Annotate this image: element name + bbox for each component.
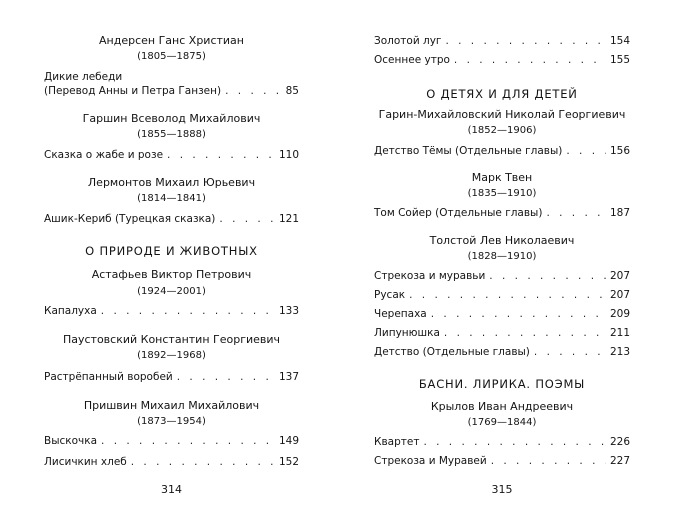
toc-entry[interactable] (374, 32, 630, 48)
entry-title: Растрёпанный воробей (44, 371, 173, 383)
toc-entry[interactable] (374, 142, 630, 158)
author-years: (1873—1954) (137, 416, 206, 427)
entry-leader (491, 454, 606, 468)
toc-entry[interactable] (44, 82, 299, 98)
entry-leader (431, 307, 606, 321)
entry-title: Сказка о жабе и розе (44, 149, 164, 161)
entry-leader (131, 455, 275, 469)
entry-page: 110 (278, 149, 299, 161)
entry-title: Детство Тёмы (Отдельные главы) (374, 145, 563, 157)
entry-leader (101, 304, 275, 318)
entry-leader (534, 345, 606, 359)
entry-page: 154 (609, 35, 630, 47)
page-number: 314 (161, 483, 182, 496)
toc-entry[interactable] (374, 286, 630, 302)
author-name: Толстой Лев Николаевич (429, 234, 575, 247)
author-name: Лермонтов Михаил Юрьевич (87, 176, 256, 189)
entry-title: Черепаха (374, 308, 427, 320)
author-name: Марк Твен (471, 171, 533, 184)
entry-title: Ашик-Кериб (Турецкая сказка) (44, 213, 216, 225)
entry-leader (546, 206, 606, 220)
entry-page: 213 (609, 346, 630, 358)
author-years: (1852—1906) (467, 125, 537, 136)
page-number: 315 (491, 483, 513, 496)
entry-title: Капалуха (44, 305, 97, 317)
entry-leader (444, 326, 606, 340)
entry-leader (409, 288, 606, 302)
entry-leader (566, 144, 606, 158)
entry-title: Лисичкин хлеб (44, 456, 127, 468)
entry-page: 209 (609, 308, 630, 320)
toc-entry[interactable] (44, 146, 299, 162)
section-heading: О ДЕТЯХ И ДЛЯ ДЕТЕЙ (426, 87, 578, 101)
entry-page: 207 (609, 270, 630, 282)
author-name: Астафьев Виктор Петрович (91, 268, 252, 281)
author-name: Крылов Иван Андреевич (430, 400, 574, 413)
author-name: Гаршин Всеволод Михайлович (82, 112, 261, 125)
entry-page: 155 (609, 54, 630, 66)
entry-title: Осеннее утро (374, 54, 450, 66)
entry-title: Русак (374, 289, 406, 301)
entry-title: Липунюшка (374, 327, 440, 339)
entry-page: 133 (278, 305, 299, 317)
author-name: Паустовский Константин Георгиевич (62, 333, 281, 346)
entry-page: 211 (609, 327, 630, 339)
entry-page: 121 (278, 213, 299, 225)
entry-title: (Перевод Анны и Петра Ганзен) (44, 85, 222, 97)
toc-entry[interactable] (374, 204, 630, 220)
author-years: (1814—1841) (137, 193, 206, 204)
section-heading: БАСНИ. ЛИРИКА. ПОЭМЫ (418, 377, 586, 391)
entry-title: Золотой луг (374, 35, 442, 47)
entry-page: 207 (609, 289, 630, 301)
entry-leader (225, 84, 282, 98)
right-page (374, 0, 630, 518)
author-years: (1924—2001) (137, 286, 206, 297)
toc-entry[interactable] (44, 210, 299, 226)
toc-entry[interactable] (44, 432, 299, 448)
entry-title: Стрекоза и муравьи (374, 270, 486, 282)
author-years: (1805—1875) (137, 51, 206, 62)
toc-entry[interactable] (44, 368, 299, 384)
entry-leader (177, 370, 275, 384)
entry-title-line: Дикие лебеди (44, 71, 123, 83)
entry-page: 226 (609, 436, 630, 448)
entry-page: 149 (278, 435, 299, 447)
entry-page: 152 (278, 456, 299, 468)
entry-page: 85 (285, 85, 299, 97)
entry-page: 156 (609, 145, 630, 157)
entry-title: Выскочка (44, 435, 98, 447)
entry-title: Стрекоза и Муравей (374, 455, 487, 467)
toc-entry[interactable] (374, 267, 630, 283)
author-name: Пришвин Михаил Михайлович (83, 399, 260, 412)
toc-entry[interactable] (374, 305, 630, 321)
entry-leader (445, 34, 606, 48)
toc-entry[interactable] (374, 324, 630, 340)
left-page (44, 0, 299, 518)
entry-title: Том Сойер (Отдельные главы) (374, 207, 543, 219)
toc-entry[interactable] (44, 302, 299, 318)
toc-entry[interactable] (374, 343, 630, 359)
author-years: (1855—1888) (137, 129, 206, 140)
entry-leader (489, 269, 606, 283)
toc-entry[interactable] (374, 433, 630, 449)
author-years: (1769—1844) (467, 417, 537, 428)
section-heading: О ПРИРОДЕ И ЖИВОТНЫХ (85, 244, 258, 258)
entry-leader (423, 435, 606, 449)
entry-page: 187 (609, 207, 630, 219)
toc-entry[interactable] (374, 452, 630, 468)
author-years: (1892—1968) (137, 350, 206, 361)
entry-page: 227 (609, 455, 630, 467)
toc-entry[interactable] (44, 453, 299, 469)
author-years: (1828—1910) (467, 251, 537, 262)
author-name: Гарин-Михайловский Николай Георгиевич (378, 108, 626, 121)
entry-leader (167, 148, 275, 162)
entry-leader (101, 434, 275, 448)
author-years: (1835—1910) (467, 188, 537, 199)
author-name: Андерсен Ганс Христиан (99, 34, 244, 47)
entry-page: 137 (278, 371, 299, 383)
entry-leader (219, 212, 275, 226)
entry-leader (454, 53, 606, 67)
entry-title: Квартет (374, 436, 420, 448)
entry-title: Детство (Отдельные главы) (374, 346, 530, 358)
toc-entry[interactable] (374, 51, 630, 67)
